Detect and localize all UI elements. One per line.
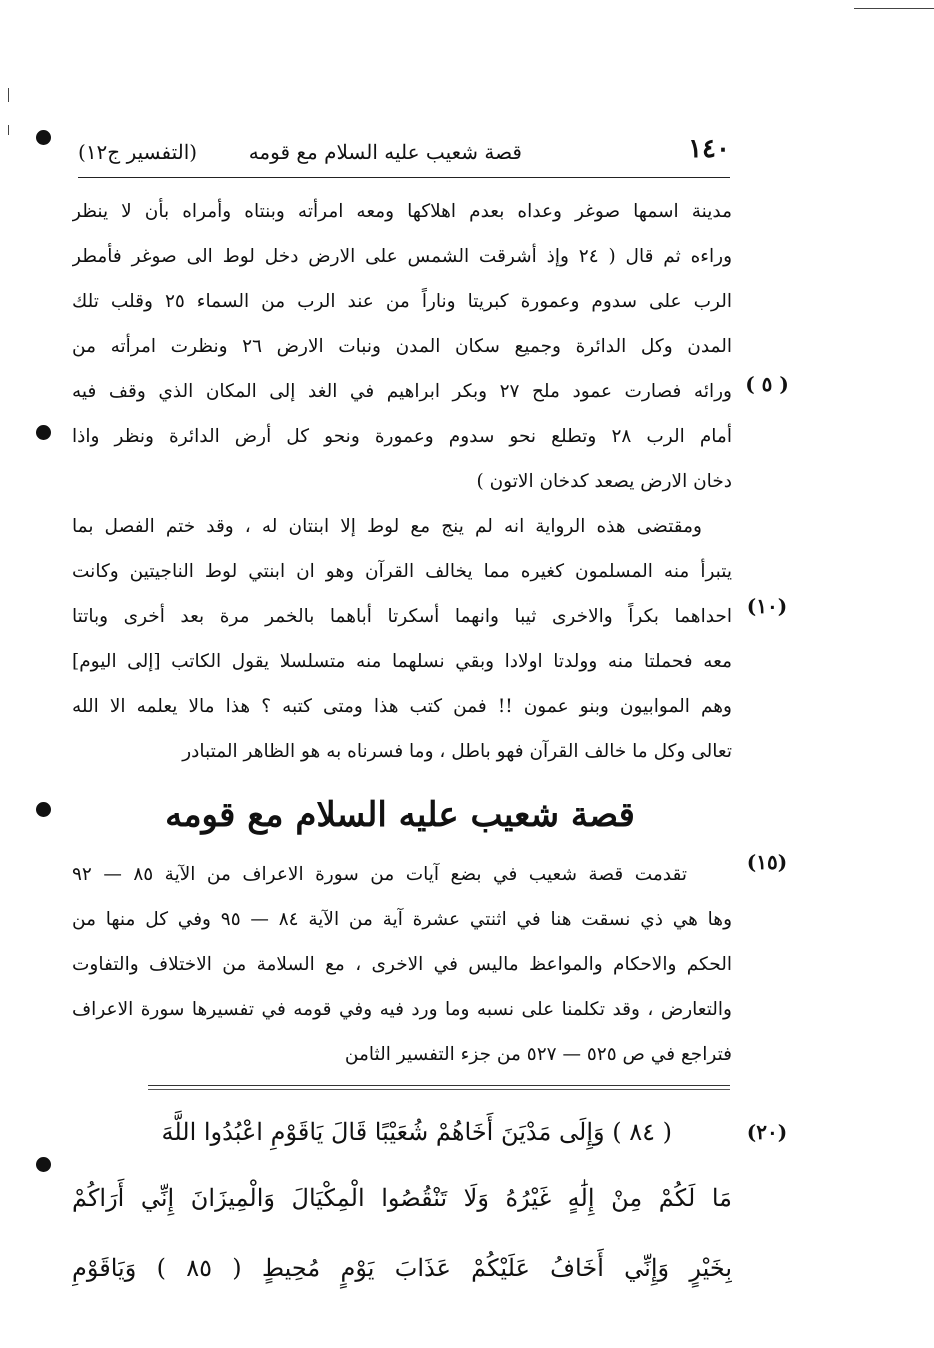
text-line: وهم الموابيون وبنو عمون !! فمن كتب هذا ومتى كتبه ؟ هذا مالا يعلمه الا الله xyxy=(72,696,732,717)
margin-line-number: (١٠) xyxy=(746,594,788,618)
punch-hole-mark xyxy=(36,130,51,145)
scan-edge-tick-left-2 xyxy=(8,125,9,135)
separator-rule xyxy=(148,1089,730,1090)
text-line: الحكم والاحكام والمواعظ ماليس في الاخرى ، مع السلامة من الاختلاف والتفاوت xyxy=(72,954,732,975)
text-line: يتبرأ منه المسلمون كغيره مما يخالف القرآن وهو ان ابنتي لوط الناجيتين وكانت xyxy=(72,561,732,582)
text-line: وراءه ثم قال ( ٢٤ وإذ أشرقت الشمس على الارض دخل لوط الى صوغر فأمطر xyxy=(72,246,732,267)
text-line: المدن وكل الدائرة وجميع سكان المدن ونبات الارض ٢٦ ونظرت امرأته من xyxy=(72,336,732,357)
separator-rule xyxy=(148,1085,730,1086)
text-line: دخان الارض يصعد كدخان الاتون ) xyxy=(476,471,732,492)
margin-line-number: (٢٠) xyxy=(746,1120,788,1144)
section-title: قصة شعيب عليه السلام مع قومه xyxy=(165,795,635,835)
text-line: احداهما بكراً والاخرى ثيبا وانهما أسكرتا أباهما بالخمر مرة بعد أخرى وباتتا xyxy=(72,606,732,627)
scan-edge-line-top xyxy=(854,8,934,9)
volume-reference: (التفسير ج١٢) xyxy=(78,140,198,164)
quran-verse-line: مَا لَكُمْ مِنْ إِلَٰهٍ غَيْرُهُ وَلَا تَنْقُصُوا الْمِكْيَالَ وَالْمِيزَانَ إِنِّي أَرَاكُمْ xyxy=(72,1184,732,1212)
text-line: تعالى وكل ما خالف القرآن فهو باطل ، وما فسرناه به هو الظاهر المتبادر xyxy=(182,741,732,762)
text-line: ورائه فصارت عمود ملح ٢٧ وبكر ابراهيم في الغد إلى المكان الذي وقف فيه xyxy=(72,381,732,402)
page-number: ١٤٠ xyxy=(688,134,730,164)
page-header xyxy=(78,134,730,172)
punch-hole-mark xyxy=(36,802,51,817)
text-line: مدينة اسمها صوغر وعداه بعدم اهلاكها ومعه امرأته وبنتاه وأمراه بأن لا ينظر xyxy=(72,201,732,222)
margin-line-number: ( ٥ ) xyxy=(745,372,789,396)
text-line: معه فحملتا منه وولدتا اولادا وبقي نسلهما منه متسلسلا يقول الكاتب [إلى اليوم] xyxy=(72,651,732,672)
running-title: قصة شعيب عليه السلام مع قومه xyxy=(248,140,522,164)
text-line: فتراجع في ص ٥٢٥ — ٥٢٧ من جزء التفسير الثامن xyxy=(344,1044,732,1065)
text-line: ومقتضى هذه الرواية انه لم ينج مع لوط إلا ابنتان له ، وقد ختم الفصل بما xyxy=(72,516,702,537)
quran-verse-line: بِخَيْرٍ وَإِنِّي أَخَافُ عَلَيْكُمْ عَذَابَ يَوْمٍ مُحِيطٍ ( ٨٥ ) وَيَاقَوْمِ xyxy=(72,1254,732,1282)
scan-edge-tick-left xyxy=(8,88,9,102)
margin-line-number: (١٥) xyxy=(746,850,788,874)
text-line: الرب على سدوم وعمورة كبريتا وناراً من عند الرب من السماء ٢٥ وقلب تلك xyxy=(72,291,732,312)
text-line: تقدمت قصة شعيب في بضع آيات من سورة الاعراف من الآية ٨٥ — ٩٢ xyxy=(72,864,687,885)
quran-verse-line: ( ٨٤ ) وَإِلَى مَدْيَنَ أَخَاهُمْ شُعَيْبًا قَالَ يَاقَوْمِ اعْبُدُوا اللَّهَ xyxy=(161,1118,672,1146)
text-line: أمام الرب ٢٨ وتطلع نحو سدوم وعمورة ونحو كل أرض الدائرة ونظر واذا xyxy=(72,426,732,447)
punch-hole-mark xyxy=(36,1157,51,1172)
header-rule xyxy=(78,177,730,178)
punch-hole-mark xyxy=(36,425,51,440)
text-line: وها هي ذي نسقت هنا في اثنتي عشرة آية من الآية ٨٤ — ٩٥ وفي كل منها من xyxy=(72,909,732,930)
text-line: والتعارض ، وقد تكلمنا على نسبه وما ورد فيه وفي قومه في تفسيرها سورة الاعراف xyxy=(72,999,732,1020)
